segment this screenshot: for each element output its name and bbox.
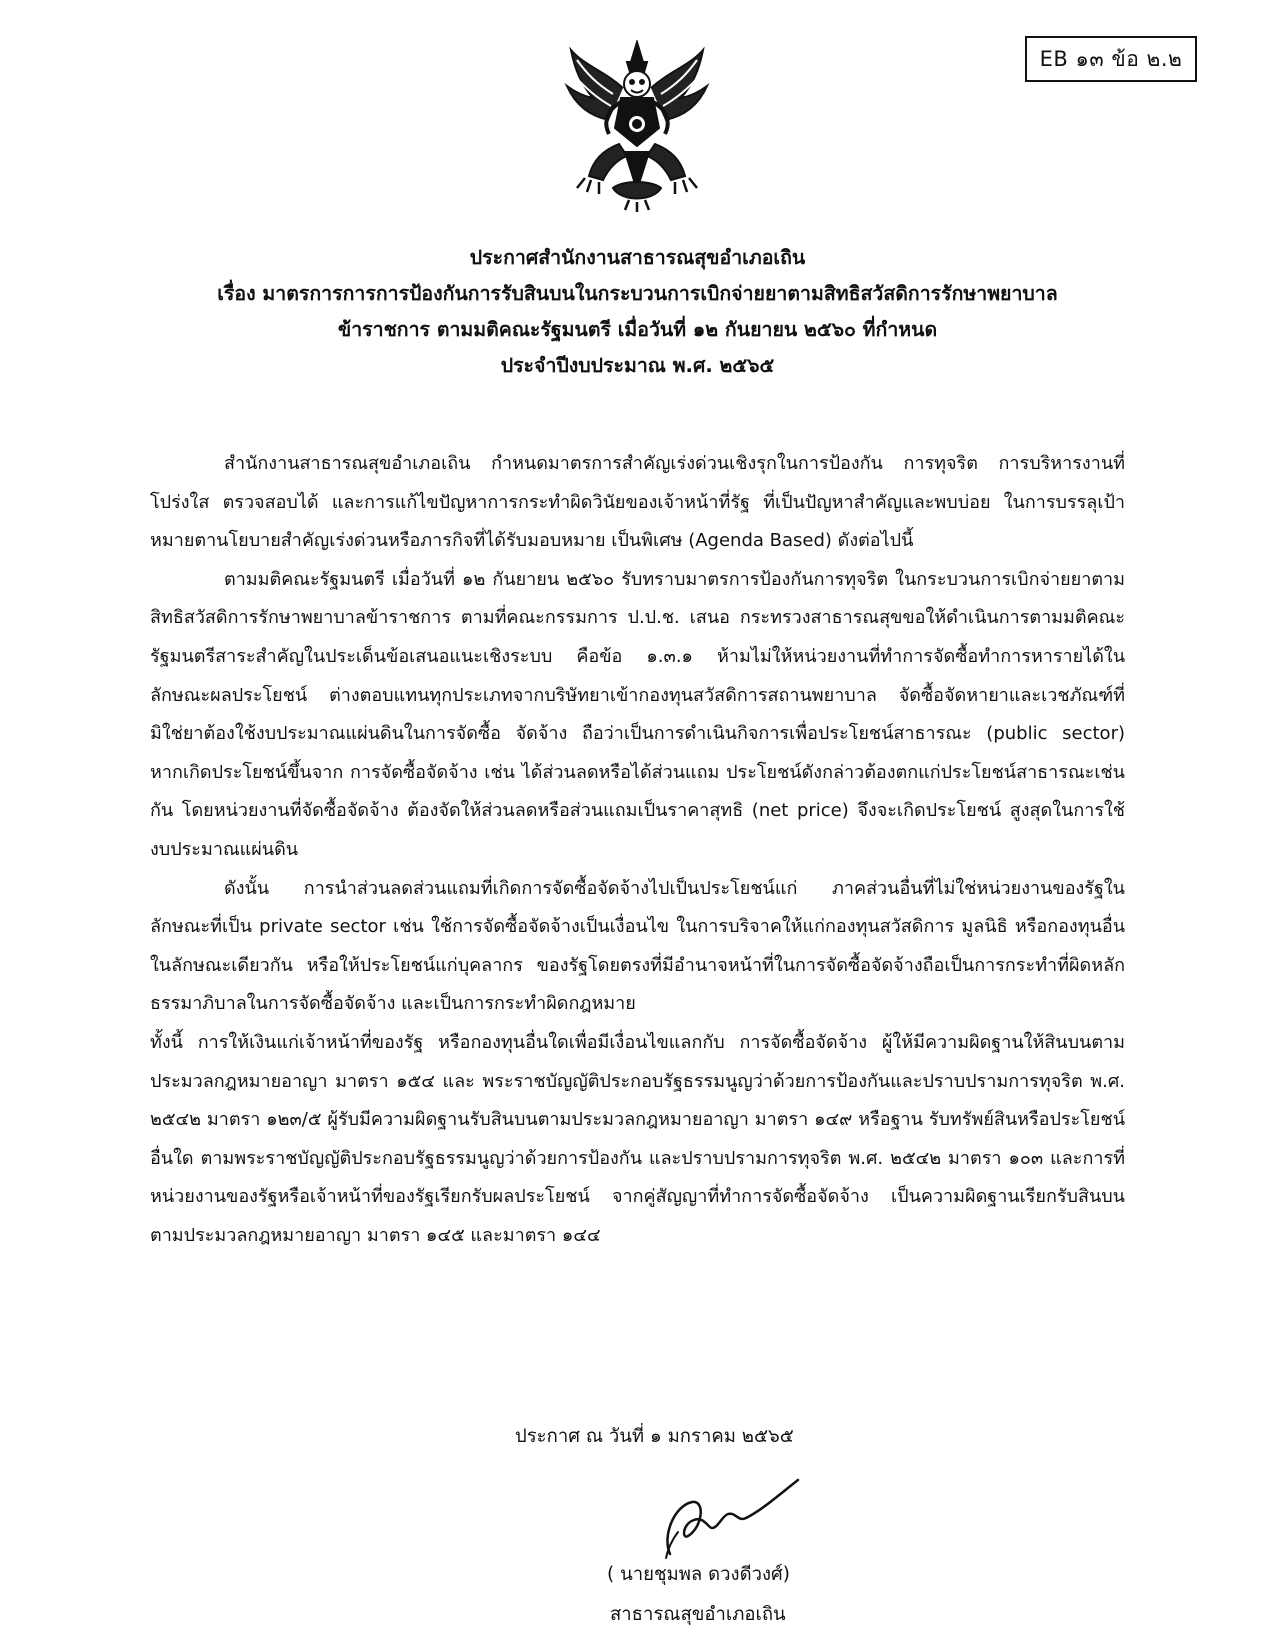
reference-box: EB ๑๓ ข้อ ๒.๒	[1025, 36, 1197, 82]
garuda-emblem-icon	[563, 40, 711, 212]
signature-icon	[652, 1476, 802, 1560]
body-paragraph-2: ตามมติคณะรัฐมนตรี เมื่อวันที่ ๑๒ กันยายน ๒๕๖๐ รับทราบมาตรการป้องกันการทุจริต ในกระบวนการเบิกจ่ายยาตามสิทธิสวัสดิการรักษาพยาบาลข้าราชการ ตามที่คณะกรรมการ ป.ป.ช. เสนอ กระทรวงสาธารณสุขขอให้ดำเนินการตามมติคณะรัฐมนตรีสาระสำคัญในประเด็นข้อเสนอแนะเชิงระบบ คือข้อ ๑.๓.๑ ห้ามไม่ให้หน่วยงานที่ทำการจัดซื้อทำการหารายได้ในลักษณะผลประโยชน์ ต่างตอบแทนทุกประเภทจากบริษัทยาเข้ากองทุนสวัสดิการสถานพยาบาล จัดซื้อจัดหายาและเวชภัณฑ์ที่มิใช่ยาต้องใช้งบประมาณแผ่นดินในการจัดซื้อ จัดจ้าง ถือว่าเป็นการดำเนินกิจการเพื่อประโยชน์สาธารณะ (public sector) หากเกิดประโยชน์ขึ้นจาก การจัดซื้อจัดจ้าง เช่น ได้ส่วนลดหรือได้ส่วนแถม ประโยชน์ดังกล่าวต้องตกแก่ประโยชน์สาธารณะเช่นกัน โดยหน่วยงานที่จัดซื้อจัดจ้าง ต้องจัดให้ส่วนลดหรือส่วนแถมเป็นราคาสุทธิ (net price) จึงจะเกิดประโยชน์ สูงสุดในการใช้งบประมาณแผ่นดิน	[150, 568, 1125, 860]
title-line-3: ข้าราชการ ตามมติคณะรัฐมนตรี เมื่อวันที่ ๑๒ กันยายน ๒๕๖๐ ที่กำหนด	[337, 318, 938, 341]
title-line-4: ประจำปีงบประมาณ พ.ศ. ๒๕๖๕	[500, 354, 775, 377]
body-paragraph-3: ดังนั้น การนำส่วนลดส่วนแถมที่เกิดการจัดซื้อจัดจ้างไปเป็นประโยชน์แก่ ภาคส่วนอื่นที่ไม่ใช่หน่วยงานของรัฐในลักษณะที่เป็น private sector เช่น ใช้การจัดซื้อจัดจ้างเป็นเงื่อนไข ในการบริจาคให้แก่กองทุนสวัสดิการ มูลนิธิ หรือกองทุนอื่นในลักษณะเดียวกัน หรือให้ประโยชน์แก่บุคลากร ของรัฐโดยตรงที่มีอำนาจหน้าที่ในการจัดซื้อจัดจ้างถือเป็นการกระทำที่ผิดหลักธรรมาภิบาลในการจัดซื้อจัดจ้าง และเป็นการกระทำผิดกฎหมาย	[150, 877, 1125, 1015]
signer-position: สาธารณสุขอำเภอเถิน	[610, 1604, 786, 1625]
title-line-2: เรื่อง มาตรการการการป้องกันการรับสินบนในกระบวนการเบิกจ่ายยาตามสิทธิสวัสดิการรักษาพยาบาล	[217, 282, 1058, 305]
announcement-date: ประกาศ ณ วันที่ ๑ มกราคม ๒๕๖๕	[515, 1426, 794, 1447]
signer-name: ( นายชุมพล ดวงดีวงศ์)	[607, 1564, 790, 1585]
body-paragraph-1: สำนักงานสาธารณสุขอำเภอเถิน กำหนดมาตรการสำคัญเร่งด่วนเชิงรุกในการป้องกัน การทุจริต การบริหารงานที่โปร่งใส ตรวจสอบได้ และการแก้ไขปัญหาการกระทำผิดวินัยของเจ้าหน้าที่รัฐ ที่เป็นปัญหาสำคัญและพบบ่อย ในการบรรลุเป้าหมายตานโยบายสำคัญเร่งด่วนหรือภารกิจที่ได้รับมอบหมาย เป็นพิเศษ (Agenda Based) ดังต่อไปนี้	[150, 453, 1125, 552]
body-paragraph-4: ทั้งนี้ การให้เงินแก่เจ้าหน้าที่ของรัฐ หรือกองทุนอื่นใดเพื่อมีเงื่อนไขแลกกับ การจัดซื้อจัดจ้าง ผู้ให้มีความผิดฐานให้สินบนตามประมวลกฎหมายอาญา มาตรา ๑๕๔ และ พระราชบัญญัติประกอบรัฐธรรมนูญว่าด้วยการป้องกันและปราบปรามการทุจริต พ.ศ. ๒๕๔๒ มาตรา ๑๒๓/๕ ผู้รับมีความผิดฐานรับสินบนตามประมวลกฎหมายอาญา มาตรา ๑๔๙ หรือฐาน รับทรัพย์สินหรือประโยชน์อื่นใด ตามพระราชบัญญัติประกอบรัฐธรรมนูญว่าด้วยการป้องกัน และปราบปรามการทุจริต พ.ศ. ๒๕๔๒ มาตรา ๑๐๓ และการที่หน่วยงานของรัฐหรือเจ้าหน้าที่ของรัฐเรียกรับผลประโยชน์ จากคู่สัญญาที่ทำการจัดซื้อจัดจ้าง เป็นความผิดฐานเรียกรับสินบนตามประมวลกฎหมายอาญา มาตรา ๑๔๕ และมาตรา ๑๔๔	[150, 1031, 1125, 1246]
title-line-1: ประกาศสำนักงานสาธารณสุขอำเภอเถิน	[469, 246, 806, 269]
document-title	[120, 240, 1155, 384]
document-body	[150, 445, 1125, 1255]
